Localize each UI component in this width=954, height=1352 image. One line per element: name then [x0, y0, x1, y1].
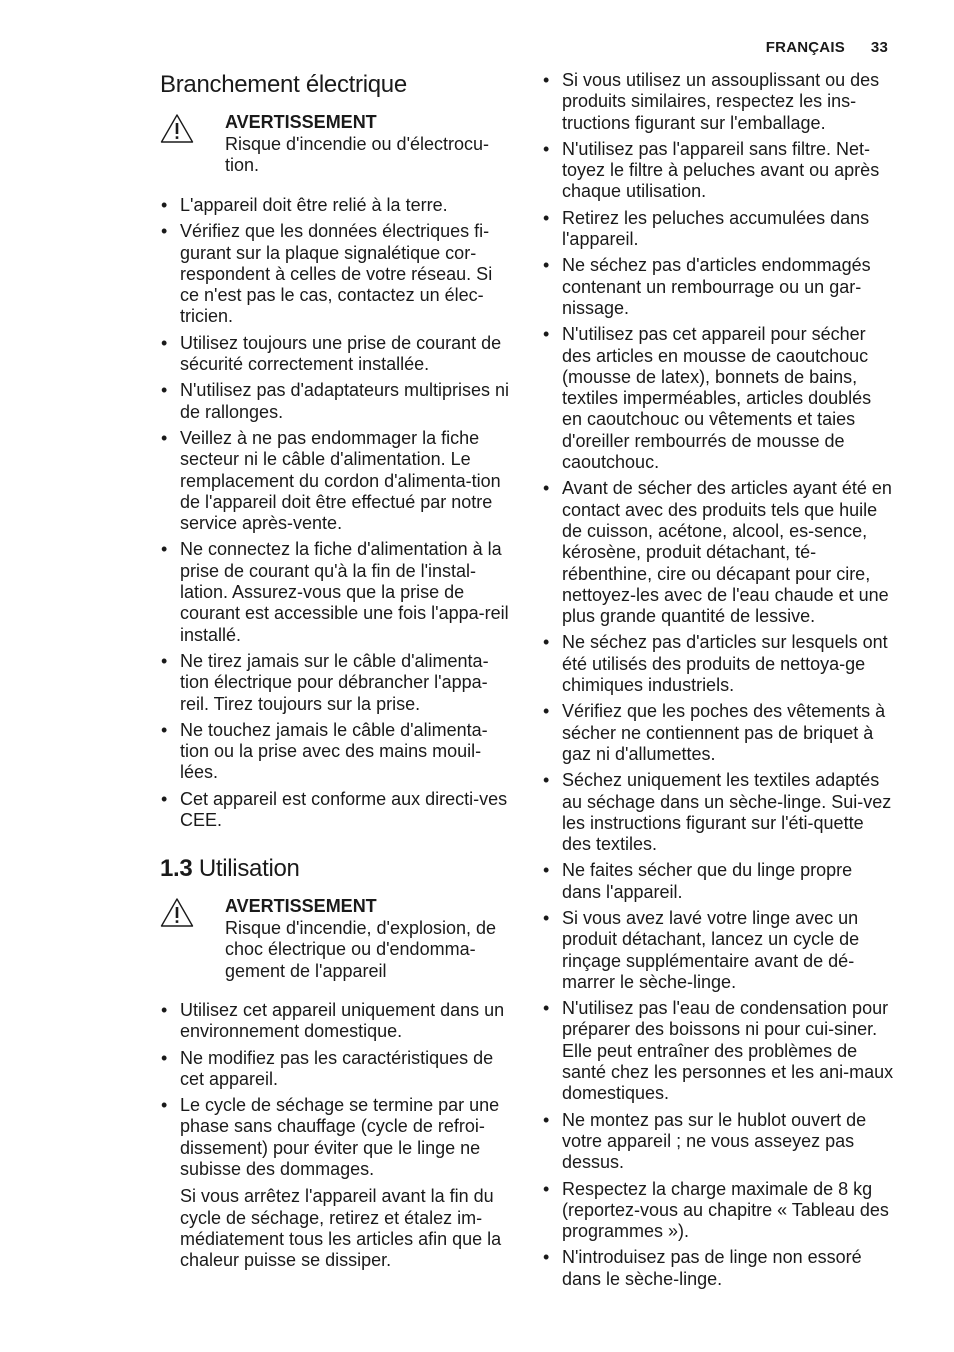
list-item: • Ne faites sécher que du linge propre dans l'appareil.	[542, 860, 894, 903]
list-item: • Avant de sécher des articles ayant été en contact avec des produits tels que huile de cuisson, acétone, alcool, es-sence, kérosène, produit détachant, té-rébenthine, cire ou décapant pour cire, nettoyez-les avec de l'eau chaude et une plus grande quantité de lessive.	[542, 478, 894, 627]
list-item-text: Le cycle de séchage se termine par une phase sans chauffage (cycle de refroi-dissement) pour éviter que le linge ne subisse des dommages.	[180, 1095, 500, 1180]
list-item: • N'utilisez pas d'adaptateurs multiprises ni de rallonges.	[160, 380, 512, 423]
list-item: • Ne modifiez pas les caractéristiques de cet appareil.	[160, 1048, 512, 1091]
section-title-text: Utilisation	[198, 855, 300, 882]
electrical-list	[160, 195, 512, 836]
list-item: • L'appareil doit être relié à la terre.	[160, 195, 512, 216]
warning-triangle-icon	[160, 113, 194, 144]
list-item: • Retirez les peluches accumulées dans l'appareil.	[542, 208, 894, 251]
list-item: • Séchez uniquement les textiles adaptés au séchage dans un sèche-linge. Sui-vez les instructions figurant sur l'éti-quette des textiles.	[542, 770, 894, 855]
list-item: • Ne montez pas sur le hublot ouvert de votre appareil ; ne vous asseyez pas dessus.	[542, 1110, 894, 1174]
list-item: • Ne connectez la fiche d'alimentation à la prise de courant qu'à la fin de l'instal-lation. Assurez-vous que la prise de courant est accessible une fois l'appa-reil installé.	[160, 539, 512, 645]
list-item: • Ne tirez jamais sur le câble d'alimenta-tion électrique pour débrancher l'appa-reil. Tirez toujours sur la prise.	[160, 651, 512, 715]
usage-list	[160, 1000, 512, 1277]
warning-triangle-icon	[160, 897, 194, 928]
list-item: • Respectez la charge maximale de 8 kg (reportez-vous au chapitre « Tableau des programmes »).	[542, 1179, 894, 1243]
list-item: • Vérifiez que les données électriques fi-gurant sur la plaque signalétique cor-respondent à celles de votre réseau. Si ce n'est pas le cas, contactez un élec-tricien.	[160, 221, 512, 327]
list-item: • N'utilisez pas l'appareil sans filtre. Net-toyez le filtre à peluches avant ou après chaque utilisation.	[542, 139, 894, 203]
warning-block-electrical	[160, 112, 516, 177]
list-item-paragraph: Si vous arrêtez l'appareil avant la fin du cycle de séchage, retirez et étalez im-médiatement tous les articles afin que la chaleur puisse se dissiper.	[180, 1186, 502, 1271]
list-item: • Ne touchez jamais le câble d'alimenta-tion ou la prise avec des mains mouil-lées.	[160, 720, 512, 784]
list-item	[160, 1095, 512, 1271]
right-column	[542, 70, 894, 1295]
list-item: • N'utilisez pas cet appareil pour sécher des articles en mousse de caoutchouc (mousse de latex), bonnets de bains, textiles imperméables, articles doublés en caoutchouc ou vêtements et taies d'oreiller rembourrés de mousse de caoutchouc.	[542, 324, 894, 473]
usage-list-continued	[542, 70, 894, 1290]
list-item: • Si vous avez lavé votre linge avec un produit détachant, lancez un cycle de rinçage supplémentaire avant de dé-marrer le sèche-linge.	[542, 908, 894, 993]
list-item: • Veillez à ne pas endommager la fiche secteur ni le câble d'alimentation. Le remplacement du cordon d'alimenta-tion de l'appareil doit être effectué par notre service après-vente.	[160, 428, 512, 534]
list-item: • Ne séchez pas d'articles sur lesquels ont été utilisés des produits de nettoya-ge chimiques industriels.	[542, 632, 894, 696]
list-item: • Cet appareil est conforme aux directi-ves CEE.	[160, 789, 512, 832]
list-item: • Utilisez cet appareil uniquement dans un environnement domestique.	[160, 1000, 512, 1043]
warning-title: AVERTISSEMENT	[225, 896, 377, 916]
warning-text: Risque d'incendie ou d'électrocu-tion.	[225, 134, 490, 176]
section-title-usage	[160, 855, 300, 883]
page-header	[766, 39, 888, 56]
list-item: • N'utilisez pas l'eau de condensation pour préparer des boissons ni pour cui-siner. Elle peut entraîner des problèmes de santé chez les personnes et les ani-maux domestiques.	[542, 998, 894, 1104]
warning-title: AVERTISSEMENT	[225, 112, 377, 132]
section-title-electrical: Branchement électrique	[160, 71, 407, 98]
list-item: • Utilisez toujours une prise de courant de sécurité correctement installée.	[160, 333, 512, 376]
list-item: • Ne séchez pas d'articles endommagés contenant un rembourrage ou un gar-nissage.	[542, 255, 894, 319]
warning-text: Risque d'incendie, d'explosion, de choc électrique ou d'endomma-gement de l'appareil	[225, 918, 497, 981]
list-item: • Vérifiez que les poches des vêtements à sécher ne contiennent pas de briquet à gaz ni d'allumettes.	[542, 701, 894, 765]
header-language: FRANÇAIS	[765, 39, 845, 56]
page-number: 33	[870, 39, 888, 56]
warning-block-usage	[160, 896, 516, 982]
section-number: 1.3	[160, 855, 193, 882]
list-item: • Si vous utilisez un assouplissant ou des produits similaires, respectez les ins-tructions figurant sur l'emballage.	[542, 70, 894, 134]
list-item: • N'introduisez pas de linge non essoré dans le sèche-linge.	[542, 1247, 894, 1290]
